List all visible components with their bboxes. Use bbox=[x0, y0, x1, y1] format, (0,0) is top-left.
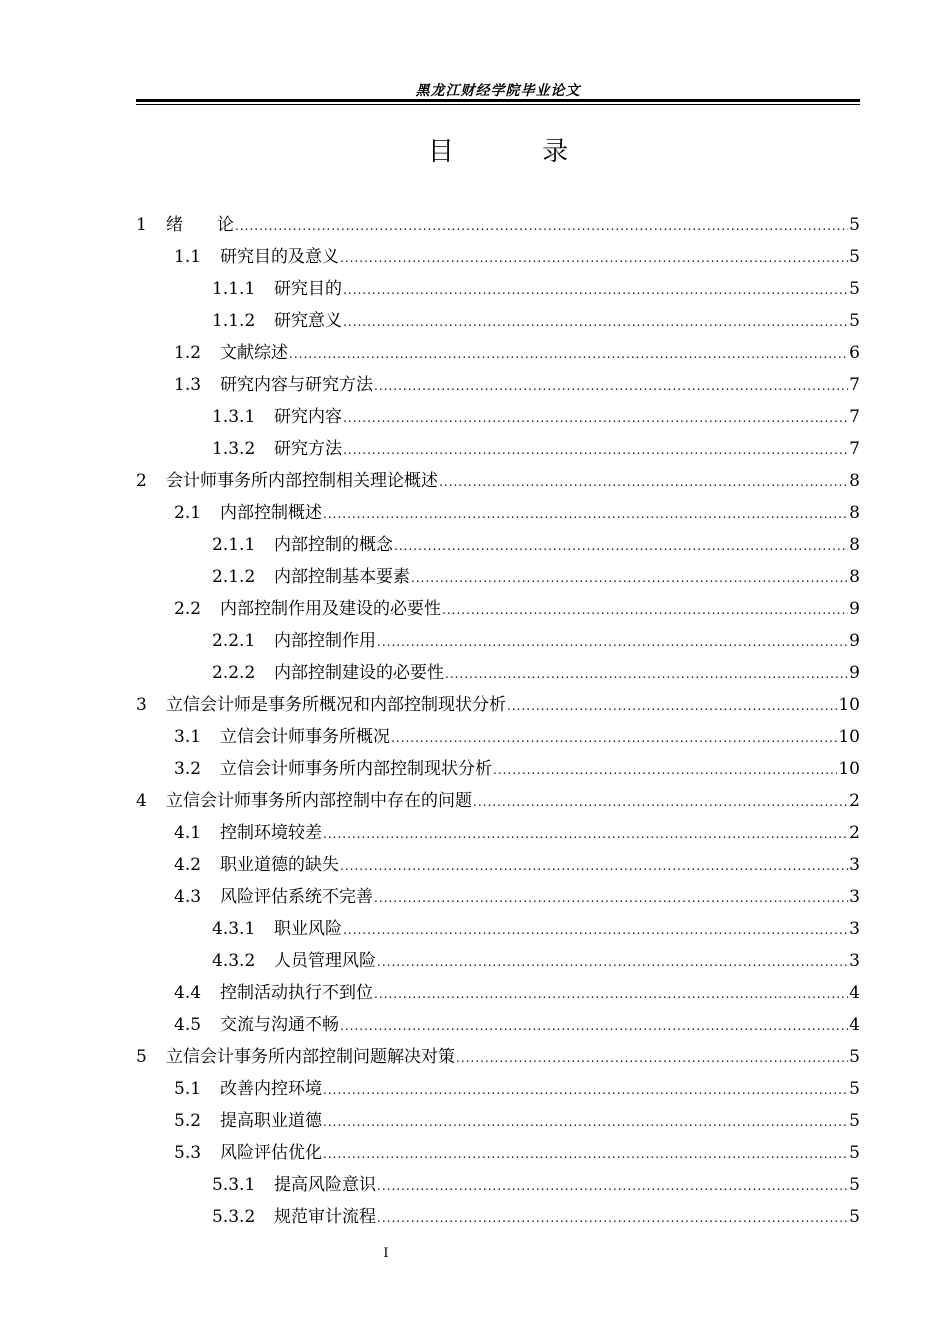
toc-entry-number: 2 bbox=[136, 471, 147, 491]
toc-entry-page: 7 bbox=[849, 407, 860, 427]
toc-entry-title: 提高风险意识 bbox=[274, 1175, 376, 1195]
toc-entry[interactable] bbox=[136, 1009, 860, 1041]
toc-entry-title: 职业风险 bbox=[274, 919, 342, 939]
toc-entry-page: 5 bbox=[849, 1175, 860, 1195]
toc-entry-number: 5.3.1 bbox=[212, 1175, 256, 1195]
toc-entry-number: 4 bbox=[136, 791, 147, 811]
toc-entry-title: 改善内控环境 bbox=[220, 1079, 322, 1099]
toc-entry-number: 1.1.1 bbox=[212, 279, 256, 299]
toc-entry-page: 7 bbox=[849, 375, 860, 395]
toc-entry-number: 2.2.2 bbox=[212, 663, 256, 683]
toc-entry-page: 4 bbox=[849, 1015, 860, 1035]
toc-entry-title: 立信会计师事务所内部控制现状分析 bbox=[220, 759, 492, 779]
toc-entry[interactable] bbox=[136, 1073, 860, 1105]
toc-entry[interactable] bbox=[136, 1169, 860, 1201]
toc-entry[interactable] bbox=[136, 369, 860, 401]
toc-entry-page: 5 bbox=[849, 247, 860, 267]
toc-entry-number: 1.3.2 bbox=[212, 439, 256, 459]
toc-entry[interactable] bbox=[136, 497, 860, 529]
toc-entry-number: 2.2.1 bbox=[212, 631, 256, 651]
toc-entry-page: 2 bbox=[849, 791, 860, 811]
toc-entry-number: 4.3.2 bbox=[212, 951, 256, 971]
toc-dot-leader bbox=[374, 370, 848, 402]
toc-entry-number: 5.3.2 bbox=[212, 1207, 256, 1227]
toc-entry-title: 立信会计师事务所概况 bbox=[220, 727, 390, 747]
toc-entry[interactable] bbox=[136, 977, 860, 1009]
toc-entry[interactable] bbox=[136, 1201, 860, 1233]
toc-dot-leader bbox=[289, 338, 848, 370]
header-rule-thick bbox=[136, 99, 860, 102]
toc-dot-leader bbox=[442, 594, 848, 626]
toc-entry-title: 内部控制概述 bbox=[220, 503, 322, 523]
toc-entry-title: 会计师事务所内部控制相关理论概述 bbox=[166, 471, 438, 491]
toc-entry-page: 9 bbox=[849, 663, 860, 683]
toc-entry-number: 3 bbox=[136, 695, 147, 715]
toc-entry-page: 10 bbox=[838, 695, 860, 715]
toc-dot-leader bbox=[493, 754, 837, 786]
toc-entry-number: 4.3.1 bbox=[212, 919, 256, 939]
toc-entry-page: 8 bbox=[849, 535, 860, 555]
toc-entry-page: 8 bbox=[849, 567, 860, 587]
toc-entry-page: 3 bbox=[849, 855, 860, 875]
toc-entry-page: 5 bbox=[849, 1047, 860, 1067]
toc-entry-title: 研究意义 bbox=[274, 311, 342, 331]
toc-entry-number: 1.1 bbox=[174, 247, 202, 267]
toc-dot-leader bbox=[507, 690, 837, 722]
toc-entry-title: 职业道德的缺失 bbox=[220, 855, 339, 875]
toc-entry-title: 交流与沟通不畅 bbox=[220, 1015, 339, 1035]
toc-entry[interactable] bbox=[136, 401, 860, 433]
toc-entry-title: 立信会计师是事务所概况和内部控制现状分析 bbox=[166, 695, 506, 715]
running-header: 黑龙江财经学院毕业论文 bbox=[415, 83, 581, 99]
toc-entry-page: 5 bbox=[849, 1111, 860, 1131]
toc-entry[interactable] bbox=[136, 433, 860, 465]
toc-entry[interactable] bbox=[136, 241, 860, 273]
toc-entry[interactable] bbox=[136, 209, 860, 241]
toc-dot-leader bbox=[235, 210, 848, 242]
toc-title: 目 录 bbox=[427, 137, 609, 167]
toc-entry[interactable] bbox=[136, 1041, 860, 1073]
toc-entry-page: 4 bbox=[849, 983, 860, 1003]
toc-entry-title: 研究方法 bbox=[274, 439, 342, 459]
toc-entry[interactable] bbox=[136, 913, 860, 945]
toc-entry-number: 1.1.2 bbox=[212, 311, 256, 331]
toc-entry[interactable] bbox=[136, 817, 860, 849]
toc-entry-page: 8 bbox=[849, 471, 860, 491]
toc-entry-title: 研究内容 bbox=[274, 407, 342, 427]
toc-dot-leader bbox=[374, 978, 848, 1010]
toc-entry-title: 内部控制作用及建设的必要性 bbox=[220, 599, 441, 619]
toc-entry-page: 3 bbox=[849, 887, 860, 907]
toc-entry-title: 控制活动执行不到位 bbox=[220, 983, 373, 1003]
toc-entry[interactable] bbox=[136, 849, 860, 881]
toc-entry-number: 1.3.1 bbox=[212, 407, 256, 427]
toc-entry-page: 5 bbox=[849, 311, 860, 331]
table-of-contents bbox=[136, 209, 860, 1233]
toc-entry-number: 2.1 bbox=[174, 503, 202, 523]
toc-entry[interactable] bbox=[136, 689, 860, 721]
toc-dot-leader bbox=[340, 850, 848, 882]
toc-dot-leader bbox=[343, 914, 848, 946]
toc-entry-number: 4.1 bbox=[174, 823, 202, 843]
toc-entry-title: 规范审计流程 bbox=[274, 1207, 376, 1227]
toc-dot-leader bbox=[456, 1042, 848, 1074]
toc-dot-leader bbox=[377, 1202, 848, 1234]
toc-entry[interactable] bbox=[136, 337, 860, 369]
toc-entry-number: 5.2 bbox=[174, 1111, 202, 1131]
toc-dot-leader bbox=[323, 818, 848, 850]
toc-entry-title: 绪 论 bbox=[166, 215, 234, 235]
toc-entry[interactable] bbox=[136, 561, 860, 593]
toc-dot-leader bbox=[377, 626, 848, 658]
toc-dot-leader bbox=[343, 274, 848, 306]
toc-dot-leader bbox=[377, 1170, 848, 1202]
toc-entry-page: 3 bbox=[849, 951, 860, 971]
toc-entry-page: 5 bbox=[849, 279, 860, 299]
toc-entry-number: 3.1 bbox=[174, 727, 202, 747]
toc-entry-number: 5 bbox=[136, 1047, 147, 1067]
toc-entry[interactable] bbox=[136, 945, 860, 977]
toc-entry-page: 9 bbox=[849, 631, 860, 651]
toc-entry[interactable] bbox=[136, 721, 860, 753]
toc-dot-leader bbox=[391, 722, 837, 754]
toc-entry-number: 2.1.2 bbox=[212, 567, 256, 587]
toc-entry-title: 立信会计师事务所内部控制中存在的问题 bbox=[166, 791, 472, 811]
toc-entry[interactable] bbox=[136, 1137, 860, 1169]
toc-entry[interactable] bbox=[136, 593, 860, 625]
toc-entry-title: 内部控制基本要素 bbox=[274, 567, 410, 587]
toc-entry-number: 3.2 bbox=[174, 759, 202, 779]
toc-entry-title: 立信会计事务所内部控制问题解决对策 bbox=[166, 1047, 455, 1067]
toc-entry-number: 2.1.1 bbox=[212, 535, 256, 555]
toc-entry[interactable] bbox=[136, 529, 860, 561]
toc-dot-leader bbox=[343, 434, 848, 466]
toc-dot-leader bbox=[323, 498, 848, 530]
toc-dot-leader bbox=[340, 242, 848, 274]
toc-entry-number: 4.5 bbox=[174, 1015, 202, 1035]
toc-entry-title: 研究内容与研究方法 bbox=[220, 375, 373, 395]
toc-entry[interactable] bbox=[136, 753, 860, 785]
toc-dot-leader bbox=[323, 1138, 848, 1170]
toc-entry-number: 4.4 bbox=[174, 983, 202, 1003]
toc-entry-page: 5 bbox=[849, 1143, 860, 1163]
toc-entry-page: 2 bbox=[849, 823, 860, 843]
toc-dot-leader bbox=[377, 946, 848, 978]
toc-entry[interactable] bbox=[136, 1105, 860, 1137]
toc-dot-leader bbox=[473, 786, 848, 818]
toc-dot-leader bbox=[411, 562, 848, 594]
toc-entry-number: 1.3 bbox=[174, 375, 202, 395]
toc-dot-leader bbox=[394, 530, 848, 562]
toc-entry-title: 内部控制作用 bbox=[274, 631, 376, 651]
toc-entry-number: 4.3 bbox=[174, 887, 202, 907]
toc-entry[interactable] bbox=[136, 273, 860, 305]
toc-dot-leader bbox=[323, 1074, 848, 1106]
toc-entry-number: 2.2 bbox=[174, 599, 202, 619]
toc-dot-leader bbox=[323, 1106, 848, 1138]
toc-entry-title: 文献综述 bbox=[220, 343, 288, 363]
toc-dot-leader bbox=[340, 1010, 848, 1042]
toc-entry-page: 5 bbox=[849, 1079, 860, 1099]
toc-entry-number: 1.2 bbox=[174, 343, 202, 363]
toc-dot-leader bbox=[374, 882, 848, 914]
toc-entry-page: 8 bbox=[849, 503, 860, 523]
toc-entry[interactable] bbox=[136, 305, 860, 337]
toc-entry-page: 9 bbox=[849, 599, 860, 619]
toc-entry-title: 人员管理风险 bbox=[274, 951, 376, 971]
toc-entry-title: 提高职业道德 bbox=[220, 1111, 322, 1131]
toc-entry[interactable] bbox=[136, 465, 860, 497]
toc-entry-page: 5 bbox=[849, 215, 860, 235]
header-rule-thin bbox=[136, 104, 860, 105]
toc-entry-title: 控制环境较差 bbox=[220, 823, 322, 843]
toc-entry[interactable] bbox=[136, 881, 860, 913]
toc-entry-page: 10 bbox=[838, 727, 860, 747]
toc-entry-title: 风险评估优化 bbox=[220, 1143, 322, 1163]
toc-entry-title: 内部控制的概念 bbox=[274, 535, 393, 555]
page-number: I bbox=[383, 1246, 389, 1261]
toc-entry[interactable] bbox=[136, 785, 860, 817]
toc-entry-page: 10 bbox=[838, 759, 860, 779]
toc-entry[interactable] bbox=[136, 657, 860, 689]
toc-entry-number: 4.2 bbox=[174, 855, 202, 875]
toc-dot-leader bbox=[439, 466, 848, 498]
toc-entry-page: 7 bbox=[849, 439, 860, 459]
toc-dot-leader bbox=[343, 306, 848, 338]
toc-entry-title: 内部控制建设的必要性 bbox=[274, 663, 444, 683]
toc-entry-page: 6 bbox=[849, 343, 860, 363]
toc-entry-title: 研究目的及意义 bbox=[220, 247, 339, 267]
toc-dot-leader bbox=[343, 402, 848, 434]
toc-entry-title: 风险评估系统不完善 bbox=[220, 887, 373, 907]
toc-entry-number: 5.1 bbox=[174, 1079, 202, 1099]
toc-entry-title: 研究目的 bbox=[274, 279, 342, 299]
toc-entry-number: 1 bbox=[136, 215, 147, 235]
toc-entry-number: 5.3 bbox=[174, 1143, 202, 1163]
toc-entry[interactable] bbox=[136, 625, 860, 657]
toc-dot-leader bbox=[445, 658, 848, 690]
toc-entry-page: 5 bbox=[849, 1207, 860, 1227]
toc-entry-page: 3 bbox=[849, 919, 860, 939]
